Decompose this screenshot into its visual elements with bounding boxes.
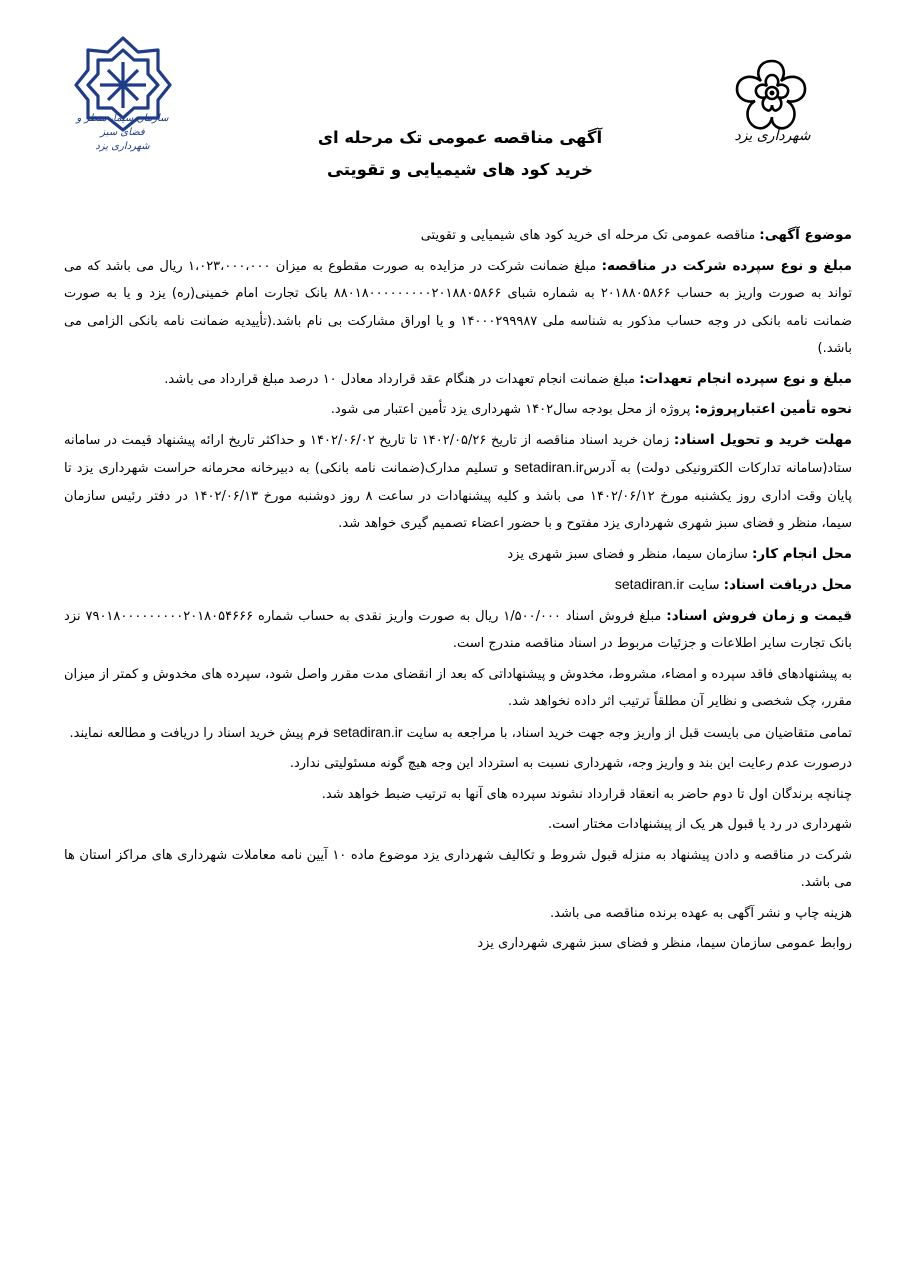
yazd-municipality-caption: شهرداری یزد <box>734 128 811 144</box>
section-text: مبلغ فروش اسناد ۱/۵۰۰/۰۰۰ ریال به صورت واریز نقدی به حساب شماره ۷۹۰۱۸۰۰۰۰۰۰۰۰۰۲۰۱۸۰۵۴۶۶۶ نزد بانک تجارت سایر اطلاعات و جزئیات مربوط در اسناد مناقصه مندرج است. <box>64 608 852 651</box>
section-funding <box>64 396 852 424</box>
notice-body <box>64 222 852 961</box>
note-winners-deposit: چنانچه برندگان اول تا دوم حاضر به انعقاد قرارداد نشوند سپرده های آنها به ترتیب ضبط خواهد شد. <box>321 786 852 802</box>
section-label: مهلت خرید و تحویل اسناد: <box>673 431 852 448</box>
note-ad-cost: هزینه چاپ و نشر آگهی به عهده برنده مناقصه می باشد. <box>550 905 852 921</box>
yazd-municipality-flower-icon <box>725 40 820 170</box>
setadiran-link[interactable]: setadiran.ir <box>614 576 685 592</box>
section-label: مبلغ و نوع سپرده شرکت در مناقصه: <box>601 257 853 274</box>
section-text: و تسلیم مدارک(ضمانت نامه بانکی) به دبیرخانه محرمانه حراست شهرداری یزد تا پایان وقت اداری روز یکشنبه مورخ ۱۴۰۲/۰۶/۱۲ می باشد و کلیه پیشنهادات در ساعت ۸ روز دوشنبه مورخ ۱۴۰۲/۰۶/۱۳ در دفتر رئیس سازمان سیما، منظر و فضای سبز شهری شهرداری یزد مفتوح و با حضور اعضاء تصمیم گیری خواهد شد. <box>64 461 852 531</box>
note-text: فرم پیش خرید اسناد را دریافت و مطالعه نمایند. <box>69 725 334 741</box>
section-label: موضوع آگهی: <box>759 227 852 243</box>
section-text: مبلغ ضمانت شرکت در مزایده به صورت مقطوع به میزان ۱،۰۲۳،۰۰۰،۰۰۰ ریال می باشد که می تواند به صورت واریز به حساب ۲۰۱۸۸۰۵۸۶۶ به شماره شبای ۸۸۰۱۸۰۰۰۰۰۰۰۰۰۲۰۱۸۸۰۵۸۶۶ بانک تجارت امام خمینی(ره) یزد و یا به صورت ضمانت نامه بانکی در وجه حساب مذکور به شناسه ملی ۱۴۰۰۰۲۹۹۹۸۷ و یا اوراق مشارکت بی نام باشد.(تأییدیه ضمانت نامه بانکی الزامی می باشد.) <box>64 258 853 356</box>
section-deadline <box>64 427 852 538</box>
notice-title <box>220 122 700 186</box>
title-line-1: آگهی مناقصه عمومی تک مرحله ای <box>317 128 603 147</box>
note-preorder-form <box>64 719 852 748</box>
section-label: قیمت و زمان فروش اسناد: <box>666 607 852 624</box>
section-participation-deposit <box>64 253 852 363</box>
section-label: مبلغ و نوع سپرده انجام تعهدات: <box>639 370 852 387</box>
note-public-relations: روابط عمومی سازمان سیما، منظر و فضای سبز شهری شهرداری یزد <box>477 936 852 951</box>
note-acceptance-terms: شرکت در مناقصه و دادن پیشنهاد به منزله قبول شروط و تکالیف شهرداری یزد موضوع ماده ۱۰ آیین نامه معاملات شهرداری های مراکز استان ها می باشد. <box>64 847 853 890</box>
section-subject <box>64 222 852 250</box>
organization-name-caption: سازمان سیما، منظر و فضای سبز شهرداری یزد <box>76 113 169 152</box>
section-document-price <box>64 603 852 658</box>
section-label: نحوه تأمین اعتبارپروژه: <box>694 401 852 417</box>
section-documents-location <box>64 571 852 600</box>
section-text: زمان خرید اسناد مناقصه از تاریخ ۱۴۰۲/۰۵/۲۶ تا تاریخ ۱۴۰۲/۰۶/۰۲ و حداکثر تاریخ ارائه پیشنهاد قیمت در سامانه ستاد(سامانه تدارکات الکترونیکی دولت) به آدرس <box>64 432 852 476</box>
title-line-2: خرید کود های شیمیایی و تقویتی <box>327 160 593 179</box>
note-no-liability: درصورت عدم رعایت این بند و واریز وجه، شهرداری نسبت به استرداد این وجه هیچ گونه مسئولیتی ندارد. <box>289 756 852 771</box>
section-label: محل انجام کار: <box>751 545 852 562</box>
setadiran-link[interactable]: setadiran.ir <box>333 723 403 740</box>
note-rejection-right: شهرداری در رد یا قبول هر یک از پیشنهادات مختار است. <box>548 817 852 832</box>
section-label: محل دریافت اسناد: <box>723 577 852 593</box>
section-text: مناقصه عمومی تک مرحله ای خرید کود های شیمیایی و تقویتی <box>420 228 760 243</box>
section-text: پروژه از محل بودجه سال۱۴۰۲ شهرداری یزد تأمین اعتبار می شود. <box>330 402 695 417</box>
section-text: سازمان سیما، منظر و فضای سبز شهری یزد <box>507 546 752 562</box>
note-invalid-bids: به پیشنهادهای فاقد سپرده و امضاء، مشروط، مخدوش و پیشنهاداتی که بعد از انقضای مدت مقرر واصل شود، سپرده های مخدوش و کمتر از میزان مقرر، چک شخصی و نظایر آن مطلقاً ترتیب اثر داده نخواهد شد. <box>64 666 852 709</box>
note-text: تمامی متقاضیان می بایست قبل از واریز وجه جهت خرید اسناد، با مراجعه به سایت <box>402 725 852 741</box>
section-performance-deposit <box>64 366 852 394</box>
section-work-location <box>64 541 852 569</box>
setadiran-link[interactable]: setadiran.ir <box>514 459 584 475</box>
section-text: مبلغ ضمانت انجام تعهدات در هنگام عقد قرارداد معادل ۱۰ درصد مبلغ قرارداد می باشد. <box>164 371 640 387</box>
section-text: سایت <box>684 578 724 593</box>
